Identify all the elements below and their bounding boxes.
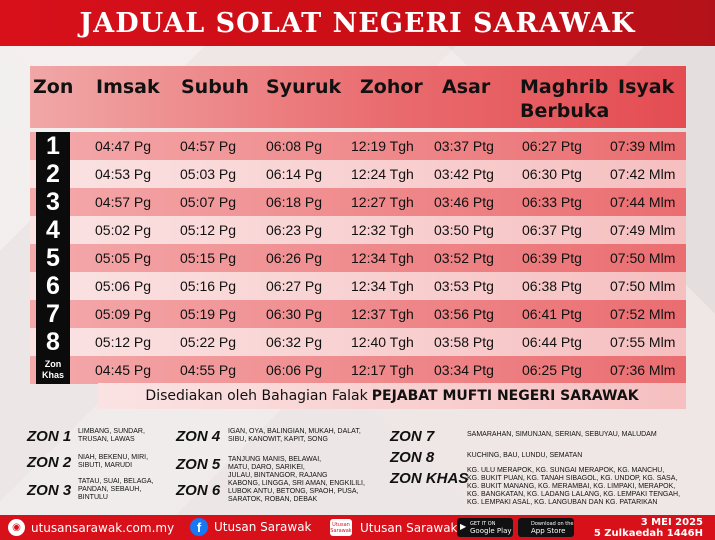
table-row bbox=[30, 272, 686, 300]
table-row bbox=[30, 160, 686, 188]
time-cell-syuruk: 06:27 Pg bbox=[266, 278, 323, 294]
zone-number-badge: 4 bbox=[36, 216, 70, 244]
table-row bbox=[30, 244, 686, 272]
zone-number-badge: 1 bbox=[36, 132, 70, 160]
zone-areas: TANJUNG MANIS, BELAWAI, MATU, DARO, SARIKEI, JULAU, BINTANGOR, RAJANG bbox=[228, 456, 328, 479]
zone-label: ZON 2 bbox=[27, 454, 72, 471]
zone-areas: KUCHING, BAU, LUNDU, SEMATAN bbox=[467, 452, 583, 459]
zone-areas: SAMARAHAN, SIMUNJAN, SERIAN, SEBUYAU, MALUDAM bbox=[467, 431, 657, 438]
gregorian-date: 3 MEI 2025 bbox=[640, 517, 703, 528]
zone-label: ZON 6 bbox=[176, 482, 221, 499]
time-cell-subuh: 05:22 Pg bbox=[180, 334, 237, 350]
time-cell-maghrib: 06:37 Ptg bbox=[522, 222, 582, 238]
time-cell-zohor: 12:40 Tgh bbox=[351, 334, 414, 350]
time-cell-maghrib: 06:41 Ptg bbox=[522, 306, 582, 322]
time-cell-imsak: 04:45 Pg bbox=[95, 362, 152, 378]
time-cell-isyak: 07:49 Mlm bbox=[610, 222, 676, 238]
time-cell-maghrib: 06:27 Ptg bbox=[522, 138, 582, 154]
credit-org: PEJABAT MUFTI NEGERI SARAWAK bbox=[371, 388, 639, 404]
time-cell-isyak: 07:39 Mlm bbox=[610, 138, 676, 154]
table-row bbox=[30, 132, 686, 160]
zone-number-badge: 2 bbox=[36, 160, 70, 188]
time-cell-subuh: 05:03 Pg bbox=[180, 166, 237, 182]
time-cell-asar: 03:53 Ptg bbox=[434, 278, 494, 294]
zone-label: ZON 1 bbox=[27, 428, 72, 445]
header-zohor: Zohor bbox=[360, 76, 423, 98]
time-cell-imsak: 05:02 Pg bbox=[95, 222, 152, 238]
zone-number-badge: 6 bbox=[36, 272, 70, 300]
time-cell-zohor: 12:37 Tgh bbox=[351, 306, 414, 322]
time-cell-imsak: 04:57 Pg bbox=[95, 194, 152, 210]
website-text: utusansarawak.com.my bbox=[31, 520, 175, 535]
brand-text: Utusan Sarawak bbox=[360, 520, 458, 535]
time-cell-maghrib: 06:30 Ptg bbox=[522, 166, 582, 182]
zone-number-badge: 7 bbox=[36, 300, 70, 328]
table-row bbox=[30, 188, 686, 216]
time-cell-zohor: 12:17 Tgh bbox=[351, 362, 414, 378]
website-link[interactable] bbox=[8, 519, 174, 536]
facebook-link[interactable] bbox=[190, 518, 312, 536]
time-cell-isyak: 07:50 Mlm bbox=[610, 278, 676, 294]
credit-prefix: Disediakan oleh Bahagian Falak bbox=[145, 388, 368, 404]
time-cell-zohor: 12:32 Tgh bbox=[351, 222, 414, 238]
header-imsak: Imsak bbox=[96, 76, 160, 98]
time-cell-zohor: 12:34 Tgh bbox=[351, 278, 414, 294]
footer-bar bbox=[0, 515, 715, 540]
zone-label: ZON KHAS bbox=[390, 470, 469, 487]
page-title: JADUAL SOLAT NEGERI SARAWAK bbox=[79, 7, 636, 39]
zone-number-badge: 5 bbox=[36, 244, 70, 272]
time-cell-subuh: 05:07 Pg bbox=[180, 194, 237, 210]
zone-areas: LIMBANG, SUNDAR, TRUSAN, LAWAS bbox=[78, 428, 145, 443]
time-cell-imsak: 04:47 Pg bbox=[95, 138, 152, 154]
time-cell-imsak: 05:05 Pg bbox=[95, 250, 152, 266]
time-cell-isyak: 07:36 Mlm bbox=[610, 362, 676, 378]
time-cell-subuh: 05:12 Pg bbox=[180, 222, 237, 238]
header-maghrib: Maghrib bbox=[520, 76, 609, 98]
time-cell-syuruk: 06:14 Pg bbox=[266, 166, 323, 182]
time-cell-zohor: 12:27 Tgh bbox=[351, 194, 414, 210]
zone-areas: TATAU, SUAI, BELAGA, PANDAN, SEBAUH, BINTULU bbox=[78, 478, 154, 501]
table-row bbox=[30, 216, 686, 244]
app-store-badge[interactable]: Download on the App Store bbox=[518, 518, 574, 537]
time-cell-maghrib: 06:38 Ptg bbox=[522, 278, 582, 294]
time-cell-subuh: 05:19 Pg bbox=[180, 306, 237, 322]
zone-label: ZON 8 bbox=[390, 449, 435, 466]
zone-label: ZON 3 bbox=[27, 482, 72, 499]
time-cell-asar: 03:37 Ptg bbox=[434, 138, 494, 154]
time-cell-isyak: 07:44 Mlm bbox=[610, 194, 676, 210]
header-zon: Zon bbox=[33, 76, 74, 98]
time-cell-imsak: 05:06 Pg bbox=[95, 278, 152, 294]
time-cell-asar: 03:42 Ptg bbox=[434, 166, 494, 182]
time-cell-subuh: 05:15 Pg bbox=[180, 250, 237, 266]
header-berbuka: Berbuka bbox=[520, 100, 610, 122]
zone-number-badge: 3 bbox=[36, 188, 70, 216]
time-cell-subuh: 04:57 Pg bbox=[180, 138, 237, 154]
facebook-icon: f bbox=[190, 518, 208, 536]
google-play-icon: ▶ bbox=[460, 522, 467, 531]
time-cell-asar: 03:52 Ptg bbox=[434, 250, 494, 266]
time-cell-zohor: 12:34 Tgh bbox=[351, 250, 414, 266]
zone-label: ZON 7 bbox=[390, 428, 435, 445]
time-cell-asar: 03:50 Ptg bbox=[434, 222, 494, 238]
time-cell-isyak: 07:42 Mlm bbox=[610, 166, 676, 182]
date-stamp bbox=[594, 517, 703, 539]
table-row bbox=[30, 356, 686, 384]
zone-areas: KG. ULU MERAPOK, KG. SUNGAI MERAPOK, KG. MANCHU, KG. BUKIT PUAN, KG. TANAH SIBAGOL, KG. UNDOP, KG. SASA, KG. BUKIT MANANG, KG. MERAMBAI, KG. LIMPAKI, MERAPOK, KG. BANGKATAN, KG. LADANG LALANG, KG. LEMPAKI TENGAH, KG. LEMPAKI ASAL, KG. LANGUBAN DAN KG. PATARIKAN bbox=[467, 467, 681, 506]
zone-areas: KABONG, LINGGA, SRI AMAN, ENGKILILI, LUBOK ANTU, BETONG, SPAOH, PUSA, SARATOK, ROBAN, DEBAK bbox=[228, 480, 365, 503]
title-banner bbox=[0, 0, 715, 46]
time-cell-syuruk: 06:08 Pg bbox=[266, 138, 323, 154]
time-cell-asar: 03:46 Ptg bbox=[434, 194, 494, 210]
time-cell-syuruk: 06:30 Pg bbox=[266, 306, 323, 322]
time-cell-isyak: 07:50 Mlm bbox=[610, 250, 676, 266]
time-cell-subuh: 05:16 Pg bbox=[180, 278, 237, 294]
zone-number-badge: 8 bbox=[36, 328, 70, 356]
time-cell-maghrib: 06:39 Ptg bbox=[522, 250, 582, 266]
google-play-badge[interactable]: ▶ GET IT ON Google Play bbox=[457, 518, 513, 537]
time-cell-subuh: 04:55 Pg bbox=[180, 362, 237, 378]
time-cell-zohor: 12:24 Tgh bbox=[351, 166, 414, 182]
table-row bbox=[30, 300, 686, 328]
utusan-logo-icon: Utusan Sarawak bbox=[330, 519, 352, 536]
header-asar: Asar bbox=[442, 76, 491, 98]
globe-icon: ◉ bbox=[8, 519, 25, 536]
zone-label: ZON 4 bbox=[176, 428, 221, 445]
time-cell-zohor: 12:19 Tgh bbox=[351, 138, 414, 154]
header-subuh: Subuh bbox=[181, 76, 249, 98]
time-cell-maghrib: 06:25 Ptg bbox=[522, 362, 582, 378]
time-cell-maghrib: 06:44 Ptg bbox=[522, 334, 582, 350]
time-cell-syuruk: 06:26 Pg bbox=[266, 250, 323, 266]
zone-number-badge: Zon Khas bbox=[36, 356, 70, 384]
header-syuruk: Syuruk bbox=[266, 76, 342, 98]
time-cell-isyak: 07:55 Mlm bbox=[610, 334, 676, 350]
facebook-text: Utusan Sarawak bbox=[214, 520, 312, 534]
time-cell-syuruk: 06:18 Pg bbox=[266, 194, 323, 210]
brand-link[interactable] bbox=[330, 519, 458, 536]
zone-areas: IGAN, OYA, BALINGIAN, MUKAH, DALAT, SIBU, KANOWIT, KAPIT, SONG bbox=[228, 428, 361, 443]
time-cell-syuruk: 06:06 Pg bbox=[266, 362, 323, 378]
table-row bbox=[30, 328, 686, 356]
credit-banner bbox=[98, 383, 686, 409]
time-cell-imsak: 05:12 Pg bbox=[95, 334, 152, 350]
time-cell-syuruk: 06:32 Pg bbox=[266, 334, 323, 350]
zone-areas: NIAH, BEKENU, MIRI, SIBUTI, MARUDI bbox=[78, 454, 149, 469]
time-cell-asar: 03:34 Ptg bbox=[434, 362, 494, 378]
time-cell-imsak: 04:53 Pg bbox=[95, 166, 152, 182]
time-cell-asar: 03:56 Ptg bbox=[434, 306, 494, 322]
time-cell-asar: 03:58 Ptg bbox=[434, 334, 494, 350]
header-isyak: Isyak bbox=[618, 76, 675, 98]
time-cell-isyak: 07:52 Mlm bbox=[610, 306, 676, 322]
time-cell-maghrib: 06:33 Ptg bbox=[522, 194, 582, 210]
time-cell-syuruk: 06:23 Pg bbox=[266, 222, 323, 238]
time-cell-imsak: 05:09 Pg bbox=[95, 306, 152, 322]
zone-label: ZON 5 bbox=[176, 456, 221, 473]
hijri-date: 5 Zulkaedah 1446H bbox=[593, 528, 703, 539]
